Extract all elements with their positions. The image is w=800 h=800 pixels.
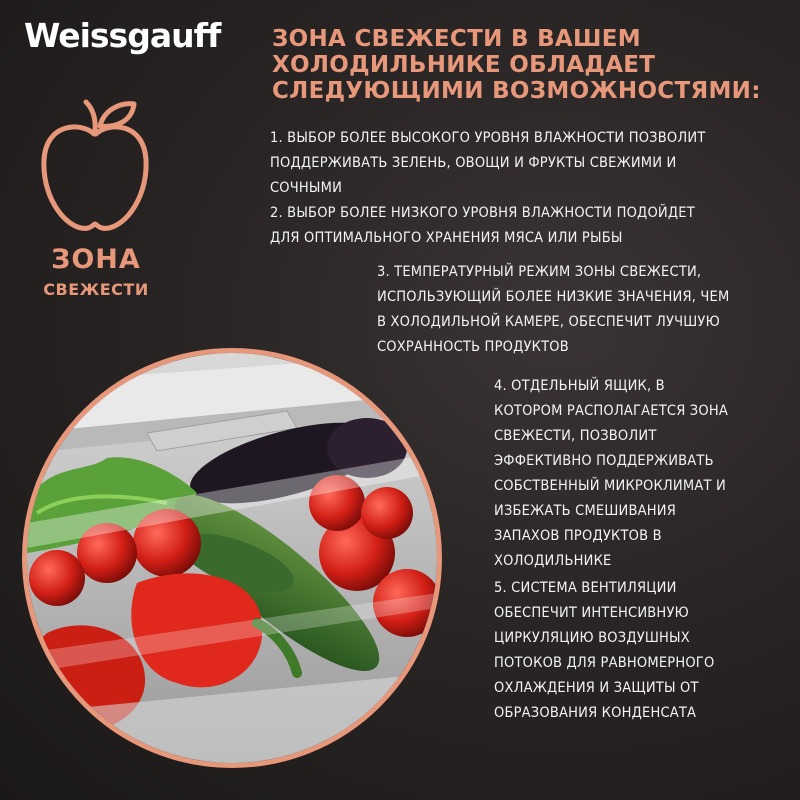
feature-line: ИЗБЕЖАТЬ СМЕШИВАНИЯ [494, 503, 676, 519]
feature-5 [494, 576, 714, 726]
feature-line: ЭФФЕКТИВНО ПОДДЕРЖИВАТЬ [494, 453, 714, 469]
feature-1 [270, 126, 705, 201]
feature-line: ОБЕСПЕЧИТ ИНТЕНСИВНУЮ [494, 605, 689, 621]
brand-logo: Weissgauff [24, 16, 221, 55]
feature-line: СВЕЖЕСТИ, ПОЗВОЛИТ [494, 428, 657, 444]
feature-line: 5. СИСТЕМА ВЕНТИЛЯЦИИ [494, 580, 677, 596]
feature-line: ЦИРКУЛЯЦИЮ ВОЗДУШНЫХ [494, 630, 690, 646]
feature-line: СОХРАННОСТЬ ПРОДУКТОВ [377, 339, 569, 355]
feature-line: СОБСТВЕННЫЙ МИКРОКЛИМАТ И [494, 478, 726, 494]
feature-line: ОБРАЗОВАНИЯ КОНДЕНСАТА [494, 705, 697, 721]
vegetable-drawer-photo [22, 348, 442, 768]
feature-line: СОЧНЫМИ [270, 180, 343, 196]
feature-line: ИСПОЛЬЗУЮЩИЙ БОЛЕЕ НИЗКИЕ ЗНАЧЕНИЯ, ЧЕМ [377, 289, 730, 305]
zone-title: ЗОНА [51, 244, 141, 275]
zone-subtitle: СВЕЖЕСТИ [43, 280, 149, 299]
feature-line: ОХЛАЖДЕНИЯ И ЗАЩИТЫ ОТ [494, 680, 699, 696]
apple-icon [36, 92, 154, 242]
feature-line: КОТОРОМ РАСПОЛАГАЕТСЯ ЗОНА [494, 403, 728, 419]
feature-4 [494, 374, 728, 574]
feature-line: 4. ОТДЕЛЬНЫЙ ЯЩИК, В [494, 378, 665, 394]
heading-line: ХОЛОДИЛЬНИКЕ ОБЛАДАЕТ [272, 52, 656, 78]
heading-line: ЗОНА СВЕЖЕСТИ В ВАШЕМ [272, 26, 641, 52]
page-heading [272, 26, 772, 104]
feature-line: ДЛЯ ОПТИМАЛЬНОГО ХРАНЕНИЯ МЯСА ИЛИ РЫБЫ [270, 230, 623, 246]
feature-2 [270, 201, 695, 251]
feature-line: В ХОЛОДИЛЬНОЙ КАМЕРЕ, ОБЕСПЕЧИТ ЛУЧШУЮ [377, 314, 720, 330]
feature-line: ЗАПАХОВ ПРОДУКТОВ В [494, 528, 662, 544]
feature-line: ПОТОКОВ ДЛЯ РАВНОМЕРНОГО [494, 655, 715, 671]
feature-line: 1. ВЫБОР БОЛЕЕ ВЫСОКОГО УРОВНЯ ВЛАЖНОСТИ ПОЗВОЛИТ [270, 130, 706, 146]
feature-line: 2. ВЫБОР БОЛЕЕ НИЗКОГО УРОВНЯ ВЛАЖНОСТИ ПОДОЙДЕТ [270, 205, 695, 221]
feature-line: ХОЛОДИЛЬНИКЕ [494, 553, 612, 569]
feature-3 [377, 260, 729, 360]
feature-line: 3. ТЕМПЕРАТУРНЫЙ РЕЖИМ ЗОНЫ СВЕЖЕСТИ, [377, 264, 702, 280]
feature-line: ПОДДЕРЖИВАТЬ ЗЕЛЕНЬ, ОВОЩИ И ФРУКТЫ СВЕЖИМИ И [270, 155, 677, 171]
heading-line: СЛЕДУЮЩИМИ ВОЗМОЖНОСТЯМИ: [272, 78, 761, 104]
